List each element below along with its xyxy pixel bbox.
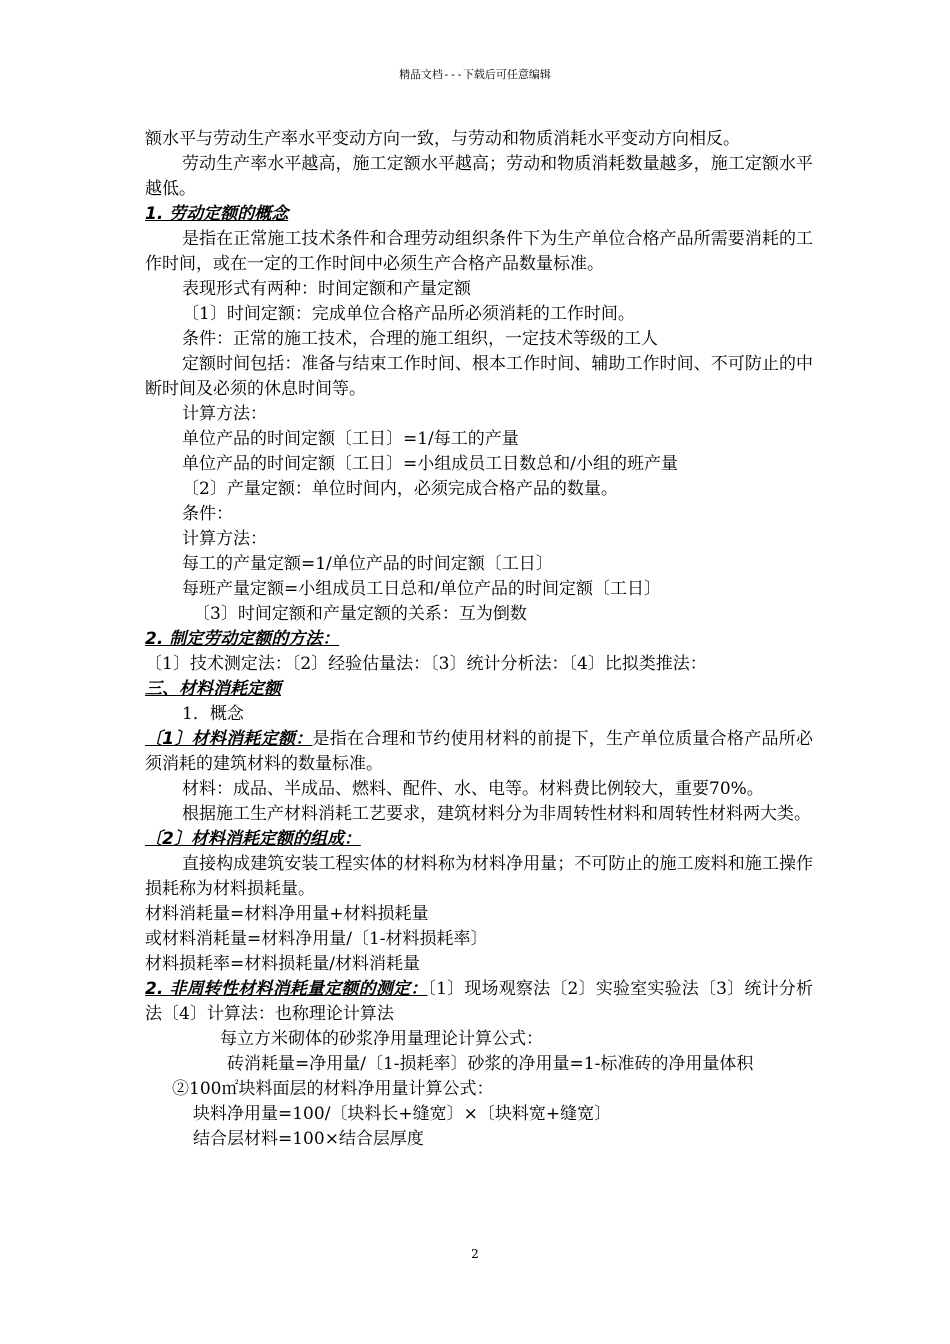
paragraph: 1．概念 bbox=[182, 704, 244, 724]
paragraph bbox=[145, 977, 813, 1027]
paragraph: 〔3〕时间定额和产量定额的关系：互为倒数 bbox=[193, 604, 527, 624]
paragraph: 劳动生产率水平越高，施工定额水平越高；劳动和物质消耗数量越多，施工定额水平越低。 bbox=[145, 154, 813, 199]
formula-line: 单位产品的时间定额〔工日〕=1/每工的产量 bbox=[182, 429, 519, 449]
formula-line: 材料消耗量=材料净用量+材料损耗量 bbox=[145, 904, 429, 924]
paragraph: ②100㎡块料面层的材料净用量计算公式： bbox=[172, 1079, 494, 1099]
paragraph: 根据施工生产材料消耗工艺要求，建筑材料分为非周转性材料和周转性材料两大类。 bbox=[182, 804, 811, 824]
paragraph-text: 是指在合理和节约使用材料的前提下，生产单位质量合格产品所必须消耗的建筑材料的数量标准。 bbox=[145, 729, 813, 774]
paragraph: 条件：正常的施工技术，合理的施工组织，一定技术等级的工人 bbox=[182, 329, 658, 349]
paragraph: 〔1〕技术测定法：〔2〕经验估量法：〔3〕统计分析法：〔4〕比拟类推法： bbox=[145, 654, 707, 674]
page-header: 精品文档---下载后可任意编辑 bbox=[399, 68, 551, 81]
formula-line: 每工的产量定额=1/单位产品的时间定额〔工日〕 bbox=[182, 554, 553, 574]
paragraph-text: 〔1〕现场观察法〔2〕实验室实验法〔3〕统计分析法〔4〕计算法：也称理论计算法 bbox=[145, 979, 813, 1024]
formula-line: 结合层材料=100×结合层厚度 bbox=[193, 1129, 424, 1149]
paragraph: 条件： bbox=[182, 504, 233, 524]
section-heading: 三、材料消耗定额 bbox=[145, 679, 281, 699]
page-number: 2 bbox=[471, 1247, 479, 1261]
document-body bbox=[145, 127, 813, 1152]
paragraph: 额水平与劳动生产率水平变动方向一致，与劳动和物质消耗水平变动方向相反。 bbox=[145, 129, 740, 149]
paragraph bbox=[145, 727, 813, 777]
paragraph: 计算方法： bbox=[182, 404, 267, 424]
paragraph: 是指在正常施工技术条件和合理劳动组织条件下为生产单位合格产品所需要消耗的工作时间，或在一定的工作时间中必须生产合格产品数量标准。 bbox=[145, 229, 813, 274]
paragraph: 计算方法： bbox=[182, 529, 267, 549]
formula-line: 砖消耗量=净用量/〔1-损耗率〕砂浆的净用量=1-标准砖的净用量体积 bbox=[227, 1054, 754, 1074]
section-heading: 2. 制定劳动定额的方法： bbox=[145, 629, 340, 649]
inline-heading: 2. 非周转性材料消耗量定额的测定： bbox=[145, 979, 428, 999]
paragraph: 材料：成品、半成品、燃料、配件、水、电等。材料费比例较大，重要70%。 bbox=[182, 779, 764, 799]
section-heading: 1. 劳动定额的概念 bbox=[145, 204, 289, 224]
formula-line: 或材料消耗量=材料净用量/〔1-材料损耗率〕 bbox=[145, 929, 488, 949]
paragraph: 定额时间包括：准备与结束工作时间、根本工作时间、辅助工作时间、不可防止的中断时间及必须的休息时间等。 bbox=[145, 354, 813, 399]
paragraph: 每立方米砌体的砂浆净用量理论计算公式： bbox=[220, 1029, 543, 1049]
formula-line: 块料净用量=100/〔块料长+缝宽〕×〔块料宽+缝宽〕 bbox=[193, 1104, 612, 1124]
inline-heading: 〔1〕材料消耗定额： bbox=[145, 729, 313, 749]
paragraph: 表现形式有两种：时间定额和产量定额 bbox=[182, 279, 471, 299]
paragraph: 〔1〕时间定额：完成单位合格产品所必须消耗的工作时间。 bbox=[182, 304, 635, 324]
formula-line: 单位产品的时间定额〔工日〕=小组成员工日数总和/小组的班产量 bbox=[182, 454, 678, 474]
paragraph: 直接构成建筑安装工程实体的材料称为材料净用量；不可防止的施工废料和施工操作损耗称为材料损耗量。 bbox=[145, 854, 813, 899]
formula-line: 每班产量定额=小组成员工日总和/单位产品的时间定额〔工日〕 bbox=[182, 579, 661, 599]
section-heading: 〔2〕材料消耗定额的组成： bbox=[145, 829, 361, 849]
formula-line: 材料损耗率=材料损耗量/材料消耗量 bbox=[145, 954, 420, 974]
paragraph: 〔2〕产量定额：单位时间内，必须完成合格产品的数量。 bbox=[182, 479, 618, 499]
